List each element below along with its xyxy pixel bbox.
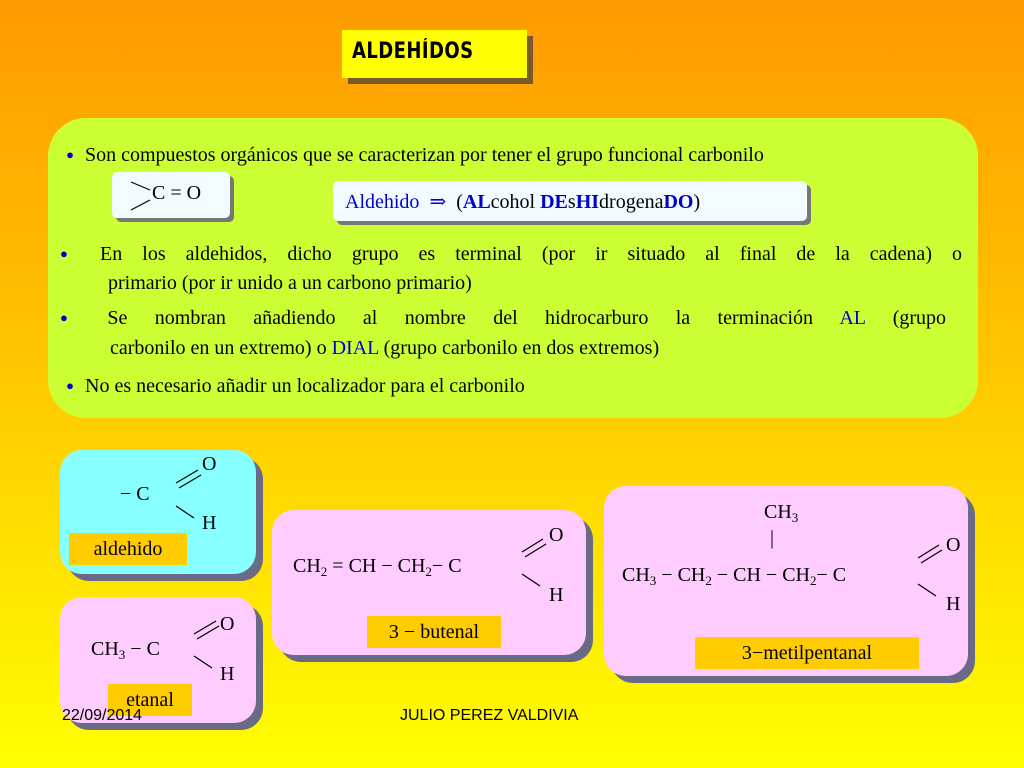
bullet-4 xyxy=(60,371,525,401)
hydrogen-atom: H xyxy=(202,512,217,534)
page-title: ALDEHÍDOS xyxy=(352,39,474,64)
mnemonic-de: DE xyxy=(540,191,568,213)
mnemonic-close: ) xyxy=(693,191,701,213)
aldehido-formula: − C xyxy=(120,483,150,505)
butenal-c: − C xyxy=(431,555,462,577)
bullet-3-text-1: Se nombran añadiendo al nombre del hidrocarburo la terminación xyxy=(107,307,814,329)
carbonyl-box xyxy=(112,172,230,218)
aldehido-card xyxy=(60,450,256,574)
implies-arrow: ⇒ xyxy=(429,191,447,213)
mnemonic-drogena: drogena xyxy=(599,191,664,213)
methyl-ch: CH xyxy=(764,501,792,523)
oxygen-atom: O xyxy=(946,534,961,556)
metilpentanal-card xyxy=(604,486,968,676)
mp-c-sub: 2 xyxy=(809,573,817,588)
footer-date: 22/09/2014 xyxy=(62,707,143,724)
bullet-3-text-3: carbonilo en un extremo) o xyxy=(110,337,327,359)
aldehido-label: aldehido xyxy=(69,533,187,565)
bullet-3-text-2: (grupo xyxy=(892,307,947,329)
mp-a-sub: 3 xyxy=(649,573,657,588)
suffix-al: AL xyxy=(839,307,866,329)
bullet-2-line-2: primario (por ir unido a un carbono primario) xyxy=(108,272,472,294)
methyl-sub: 3 xyxy=(791,510,799,525)
mnemonic-cohol: cohol xyxy=(490,191,541,213)
mp-b: − CH xyxy=(656,564,706,586)
bullet-dot: ● xyxy=(60,310,68,325)
mp-c: − CH − CH xyxy=(711,564,810,586)
butenal-a-sub: 2 xyxy=(320,564,328,579)
hydrogen-atom: H xyxy=(220,663,235,685)
bullet-2-line-1 xyxy=(60,239,962,269)
footer-author: JULIO PEREZ VALDIVIA xyxy=(400,707,579,724)
mnemonic-box xyxy=(333,181,807,221)
butenal-b: = CH − CH xyxy=(327,555,426,577)
carbonyl-formula: C = O xyxy=(152,182,202,204)
bullet-3-text-4: (grupo carbonilo en dos extremos) xyxy=(383,337,660,359)
metilpentanal-label: 3−metilpentanal xyxy=(695,637,919,669)
butenal-a: CH xyxy=(293,555,321,577)
etanal-ch: CH xyxy=(91,638,119,660)
mnemonic-hi: HI xyxy=(575,191,600,213)
mnemonic-al: AL xyxy=(462,191,491,213)
etanal-rest: − C xyxy=(125,638,160,660)
mnemonic-text xyxy=(345,189,700,214)
mnemonic-open: ( xyxy=(456,191,463,213)
oxygen-atom: O xyxy=(202,453,217,475)
mnemonic-do: DO xyxy=(663,191,694,213)
title-box xyxy=(342,30,527,78)
suffix-dial: DIAL xyxy=(331,337,379,359)
bullet-3-line-1 xyxy=(60,303,946,333)
mnemonic-word: Aldehido xyxy=(345,191,420,213)
bullet-dot: ● xyxy=(60,246,68,261)
butenal-card xyxy=(272,510,586,655)
mnemonic-s: s xyxy=(567,191,576,213)
oxygen-atom: O xyxy=(220,613,235,635)
mp-a: CH xyxy=(622,564,650,586)
bullet-2-text-1: En los aldehidos, dicho grupo es terminal (por ir situado al final de la cadena) o xyxy=(100,243,963,265)
etanal-card xyxy=(60,597,256,723)
oxygen-atom: O xyxy=(549,524,564,546)
bullet-3-line-2 xyxy=(110,334,659,363)
butenal-label: 3 − butenal xyxy=(367,616,501,648)
bullet-dot: ● xyxy=(66,378,74,393)
branch-bond: | xyxy=(770,527,775,549)
butenal-b-sub: 2 xyxy=(425,564,432,579)
bullet-1-text: Son compuestos orgánicos que se caracterizan por tener el grupo funcional carbonilo xyxy=(85,144,764,166)
bullet-dot: ● xyxy=(66,147,74,162)
hydrogen-atom: H xyxy=(549,584,564,606)
mp-b-sub: 2 xyxy=(705,573,712,588)
bullet-4-text: No es necesario añadir un localizador para el carbonilo xyxy=(85,375,525,397)
etanal-label: etanal xyxy=(108,684,192,716)
mp-d: − C xyxy=(816,564,847,586)
bullet-1 xyxy=(60,140,970,170)
etanal-sub: 3 xyxy=(118,647,126,662)
hydrogen-atom: H xyxy=(946,593,961,615)
